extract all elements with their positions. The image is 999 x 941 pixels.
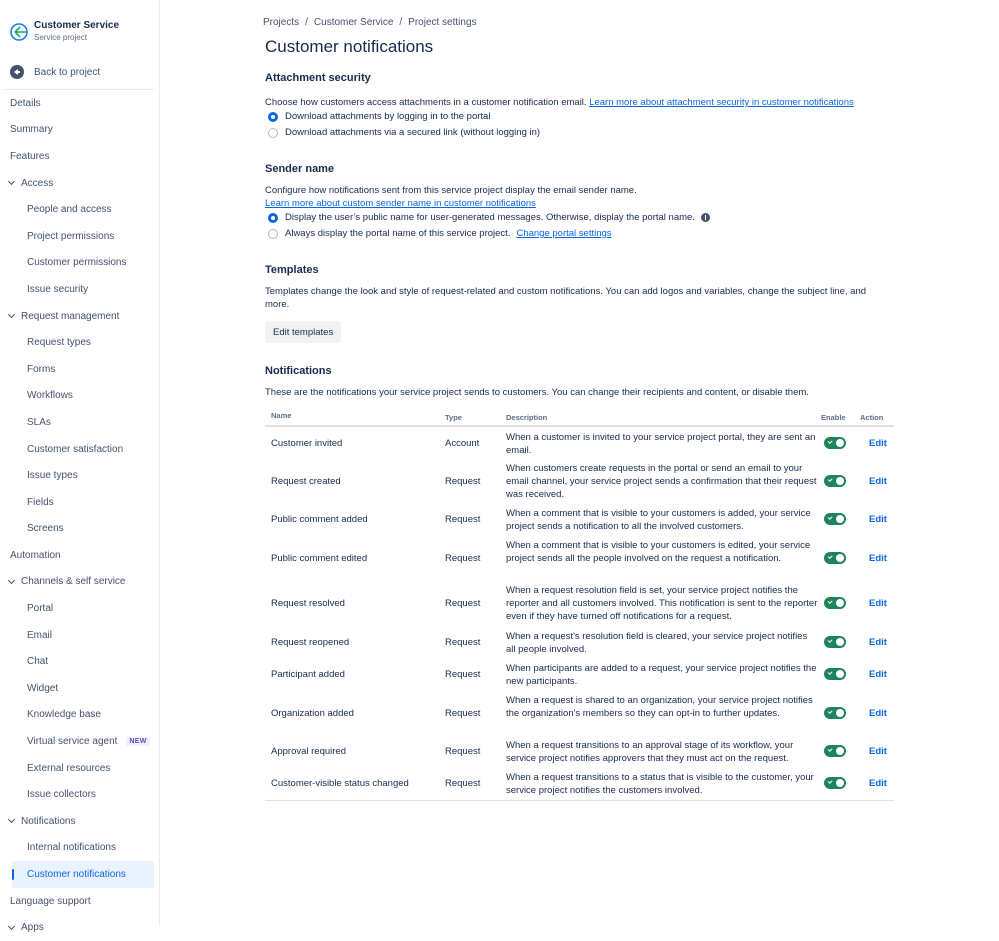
sidebar-group-request-management[interactable] <box>0 303 160 330</box>
table-row <box>265 738 894 766</box>
sidebar-item-screens[interactable] <box>0 516 160 543</box>
attachment-security-heading: Attachment security <box>265 72 371 84</box>
sidebar-item-external-resources[interactable] <box>0 755 160 782</box>
sidebar-item-customer-satisfaction[interactable] <box>0 436 160 463</box>
enable-toggle[interactable] <box>824 745 846 757</box>
sidebar-item-summary[interactable] <box>0 117 160 144</box>
chevron-down-icon <box>8 923 15 930</box>
sidebar-item-language-support[interactable] <box>0 888 160 915</box>
radio-unchecked[interactable] <box>268 229 278 239</box>
sidebar-item-issue-types[interactable] <box>0 462 160 489</box>
arrow-left-icon <box>10 65 24 79</box>
sidebar-item-label: Project permissions <box>27 230 115 242</box>
check-icon <box>828 709 833 714</box>
sidebar-item-request-types[interactable] <box>0 329 160 356</box>
templates-description-line1: Templates change the look and style of request-related and custom notifications. You can add logos and variables, change the subject line, and <box>265 286 867 297</box>
check-icon <box>828 638 833 643</box>
check-icon <box>828 554 833 559</box>
enable-toggle[interactable] <box>824 437 846 449</box>
enable-toggle[interactable] <box>824 777 846 789</box>
notification-type: Account <box>445 438 480 449</box>
notification-name: Participant added <box>271 669 345 680</box>
check-icon <box>828 439 833 444</box>
check-icon <box>828 779 833 784</box>
sidebar-item-widget[interactable] <box>0 675 160 702</box>
sidebar-item-label: Issue collectors <box>27 789 96 801</box>
notification-type: Request <box>445 778 481 789</box>
sidebar-item-label: Virtual service agent <box>27 736 118 748</box>
edit-link[interactable]: Edit <box>869 553 887 564</box>
edit-templates-button[interactable]: Edit templates <box>265 321 341 343</box>
radio-label: Download attachments via a secured link (without logging in) <box>285 127 541 138</box>
edit-link[interactable]: Edit <box>869 598 887 609</box>
table-row <box>265 629 894 657</box>
sidebar-item-label: Portal <box>27 603 54 615</box>
column-header-enable: Enable <box>821 413 846 422</box>
sender-option-portal-name[interactable] <box>268 228 612 239</box>
sidebar-item-people-and-access[interactable] <box>0 196 160 223</box>
sidebar-item-label: Email <box>27 629 53 641</box>
back-to-project-label: Back to project <box>34 66 101 78</box>
enable-toggle[interactable] <box>824 668 846 680</box>
notification-description: When a customer is invited to your service project portal, they are sent an email. <box>506 432 816 457</box>
sidebar-item-label: Summary <box>10 124 53 136</box>
project-logo-icon <box>10 23 28 41</box>
notification-name: Request reopened <box>271 637 350 648</box>
breadcrumb-projects[interactable]: Projects <box>263 17 300 28</box>
edit-link[interactable]: Edit <box>869 637 887 648</box>
notification-name: Organization added <box>271 708 354 719</box>
attachment-option-login[interactable] <box>268 111 490 122</box>
attachment-learn-more-link[interactable]: Learn more about attachment security in customer notifications <box>589 97 854 108</box>
notification-type: Request <box>445 598 481 609</box>
notification-name: Public comment edited <box>271 553 368 564</box>
sidebar-item-workflows[interactable] <box>0 383 160 410</box>
sidebar-item-chat[interactable] <box>0 648 160 675</box>
info-icon[interactable] <box>701 213 710 222</box>
edit-link[interactable]: Edit <box>869 438 887 449</box>
sidebar-item-email[interactable] <box>0 622 160 649</box>
sidebar-item-label: Customer permissions <box>27 257 127 269</box>
notification-description: When a request's resolution field is cleared, your service project notifies all people involved. <box>506 631 808 656</box>
sender-learn-more-link[interactable]: Learn more about custom sender name in customer notifications <box>265 198 536 209</box>
chevron-down-icon <box>8 311 15 318</box>
radio-unchecked[interactable] <box>268 128 278 138</box>
table-row <box>265 693 894 735</box>
notification-name: Request created <box>271 476 341 487</box>
sidebar-item-label: Chat <box>27 656 49 668</box>
sidebar-group-access[interactable] <box>0 170 160 197</box>
sidebar-item-slas[interactable] <box>0 409 160 436</box>
sender-name-heading: Sender name <box>265 163 335 175</box>
sidebar-item-label: Fields <box>27 496 54 508</box>
notification-type: Request <box>445 746 481 757</box>
sidebar-item-automation[interactable] <box>0 542 160 569</box>
templates-heading: Templates <box>265 264 319 276</box>
edit-link[interactable]: Edit <box>869 669 887 680</box>
notification-description: When a comment that is visible to your customers is edited, your service project sends all the people involved on the request a notification. <box>506 540 811 565</box>
sidebar-item-fields[interactable] <box>0 489 160 516</box>
project-header[interactable] <box>10 20 119 43</box>
table-row <box>265 506 894 534</box>
table-header <box>265 408 894 427</box>
check-icon <box>828 670 833 675</box>
sidebar <box>0 0 160 934</box>
notification-name: Approval required <box>271 746 346 757</box>
column-header-action: Action <box>860 413 884 422</box>
breadcrumb-project-settings[interactable]: Project settings <box>408 17 477 28</box>
table-bottom-border <box>265 800 894 801</box>
sidebar-group-apps[interactable] <box>0 914 160 941</box>
sidebar-item-label: Workflows <box>27 390 73 402</box>
edit-link[interactable]: Edit <box>869 514 887 525</box>
attachment-desc-text: Choose how customers access attachments in a customer notification email. <box>265 97 590 108</box>
notification-description: When a request transitions to a status that is visible to the customer, your service project notifies the customers involved. <box>506 772 814 797</box>
sidebar-item-label: Features <box>10 150 50 162</box>
chevron-down-icon <box>8 816 15 823</box>
breadcrumb-customer-service[interactable]: Customer Service <box>313 17 394 28</box>
check-icon <box>828 747 833 752</box>
project-name: Customer Service <box>34 20 120 31</box>
notification-description: When participants are added to a request, your service project notifies the new participants. <box>506 663 817 688</box>
table-row <box>265 430 894 458</box>
sidebar-item-label: Customer notifications <box>27 869 126 881</box>
edit-link[interactable]: Edit <box>869 708 887 719</box>
enable-toggle[interactable] <box>824 636 846 648</box>
sidebar-group-notifications[interactable] <box>0 808 160 835</box>
sidebar-item-details[interactable] <box>0 90 160 117</box>
notification-name: Customer-visible status changed <box>271 778 409 789</box>
sidebar-nav <box>0 90 160 941</box>
sidebar-item-label: Screens <box>27 523 64 535</box>
sidebar-item-label: Internal notifications <box>27 842 116 854</box>
notification-name: Customer invited <box>271 438 343 449</box>
sidebar-item-label: People and access <box>27 204 112 216</box>
radio-label: Download attachments by logging in to the portal <box>285 111 491 122</box>
edit-link[interactable]: Edit <box>869 746 887 757</box>
enable-toggle[interactable] <box>824 513 846 525</box>
sidebar-item-label: Issue types <box>27 470 78 482</box>
radio-label: Always display the portal name of this service project. <box>285 228 511 239</box>
sidebar-item-label: Issue security <box>27 283 89 295</box>
sidebar-item-knowledge-base[interactable] <box>0 702 160 729</box>
notifications-description: These are the notifications your service project sends to customers. You can change their recipients and content, or disable them. <box>265 387 809 398</box>
sidebar-item-features[interactable] <box>0 143 160 170</box>
sidebar-item-issue-security[interactable] <box>0 276 160 303</box>
column-header-name[interactable]: Name <box>271 411 292 420</box>
radio-checked[interactable] <box>268 112 278 122</box>
sidebar-item-label: Request types <box>27 337 91 349</box>
sidebar-item-issue-collectors[interactable] <box>0 781 160 808</box>
column-header-description[interactable]: Description <box>506 413 548 422</box>
sidebar-item-label: Forms <box>27 363 56 375</box>
table-row <box>265 770 894 798</box>
table-row <box>265 661 894 689</box>
table-row <box>265 583 894 625</box>
sidebar-item-label: Notifications <box>21 815 76 827</box>
notification-description: When a comment that is visible to your customers is added, your service project sends a notification to all the involved customers. <box>506 508 811 533</box>
enable-toggle[interactable] <box>824 552 846 564</box>
notification-description: When customers create requests in the portal or send an email to your email channel, your service project sends a confirmation that their request was received. <box>506 463 817 501</box>
sidebar-item-label: Automation <box>10 549 61 561</box>
enable-toggle[interactable] <box>824 475 846 487</box>
attachment-security-description <box>265 96 854 109</box>
sidebar-item-forms[interactable] <box>0 356 160 383</box>
sender-learn-more-wrap <box>265 197 536 210</box>
sidebar-group-channels[interactable] <box>0 569 160 596</box>
edit-link[interactable]: Edit <box>869 476 887 487</box>
sender-name-description: Configure how notifications sent from this service project display the email sender name. <box>265 185 637 196</box>
sidebar-item-label: External resources <box>27 762 111 774</box>
back-to-project-link[interactable] <box>10 65 100 79</box>
sidebar-item-customer-notifications[interactable] <box>12 861 154 888</box>
edit-link[interactable]: Edit <box>869 778 887 789</box>
page-title: Customer notifications <box>265 37 434 56</box>
notification-type: Request <box>445 708 481 719</box>
notifications-heading: Notifications <box>265 365 332 377</box>
notification-name: Request resolved <box>271 598 345 609</box>
change-portal-settings-link[interactable]: Change portal settings <box>516 228 612 239</box>
check-icon <box>828 599 833 604</box>
sidebar-item-label: Access <box>21 177 54 189</box>
sidebar-item-virtual-service-agent[interactable] <box>0 728 160 755</box>
sidebar-item-portal[interactable] <box>0 595 160 622</box>
notification-type: Request <box>445 514 481 525</box>
sidebar-item-label: Request management <box>21 310 120 322</box>
radio-checked[interactable] <box>268 213 278 223</box>
notification-type: Request <box>445 476 481 487</box>
notifications-table <box>265 408 894 797</box>
notification-description: When a request transitions to an approval stage of its workflow, your service project notifies approvers that they must act on the request. <box>506 740 794 765</box>
sidebar-item-label: Details <box>10 97 41 109</box>
chevron-down-icon <box>8 577 15 584</box>
templates-description-line2: more. <box>265 299 290 310</box>
notification-type: Request <box>445 637 481 648</box>
project-type: Service project <box>34 33 87 42</box>
sidebar-item-label: Customer satisfaction <box>27 443 124 455</box>
sidebar-item-label: SLAs <box>27 416 51 428</box>
sidebar-item-label: Language support <box>10 895 91 907</box>
sidebar-item-label: Knowledge base <box>27 709 101 721</box>
notification-description: When a request resolution field is set, your service project notifies the reporter and all customers involved. This notification is sent to the reporter even if they have turned off notifications for a request. <box>506 585 818 623</box>
sidebar-item-label: Apps <box>21 922 44 934</box>
sidebar-item-internal-notifications[interactable] <box>0 835 160 862</box>
enable-toggle[interactable] <box>824 707 846 719</box>
breadcrumb: Projects / Customer Service / Project settings <box>263 17 477 28</box>
sidebar-item-label: Channels & self service <box>21 576 126 588</box>
sidebar-item-label: Widget <box>27 682 59 694</box>
attachment-option-secured-link[interactable] <box>268 127 540 138</box>
sidebar-item-project-permissions[interactable] <box>0 223 160 250</box>
chevron-down-icon <box>8 178 15 185</box>
column-header-type[interactable]: Type <box>445 413 462 422</box>
new-badge: NEW <box>126 737 149 746</box>
check-icon <box>828 477 833 482</box>
check-icon <box>828 515 833 520</box>
radio-label: Display the user’s public name for user-generated messages. Otherwise, display the portal name. <box>285 212 695 223</box>
enable-toggle[interactable] <box>824 597 846 609</box>
table-row <box>265 461 894 503</box>
notification-type: Request <box>445 669 481 680</box>
notification-description: When a request is shared to an organization, your service project notifies the organization's members so they can opt-in to further updates. <box>506 695 813 720</box>
notification-name: Public comment added <box>271 514 368 525</box>
notification-type: Request <box>445 553 481 564</box>
table-row <box>265 538 894 580</box>
sidebar-item-customer-permissions[interactable] <box>0 250 160 277</box>
sender-option-public-name[interactable] <box>268 212 710 223</box>
